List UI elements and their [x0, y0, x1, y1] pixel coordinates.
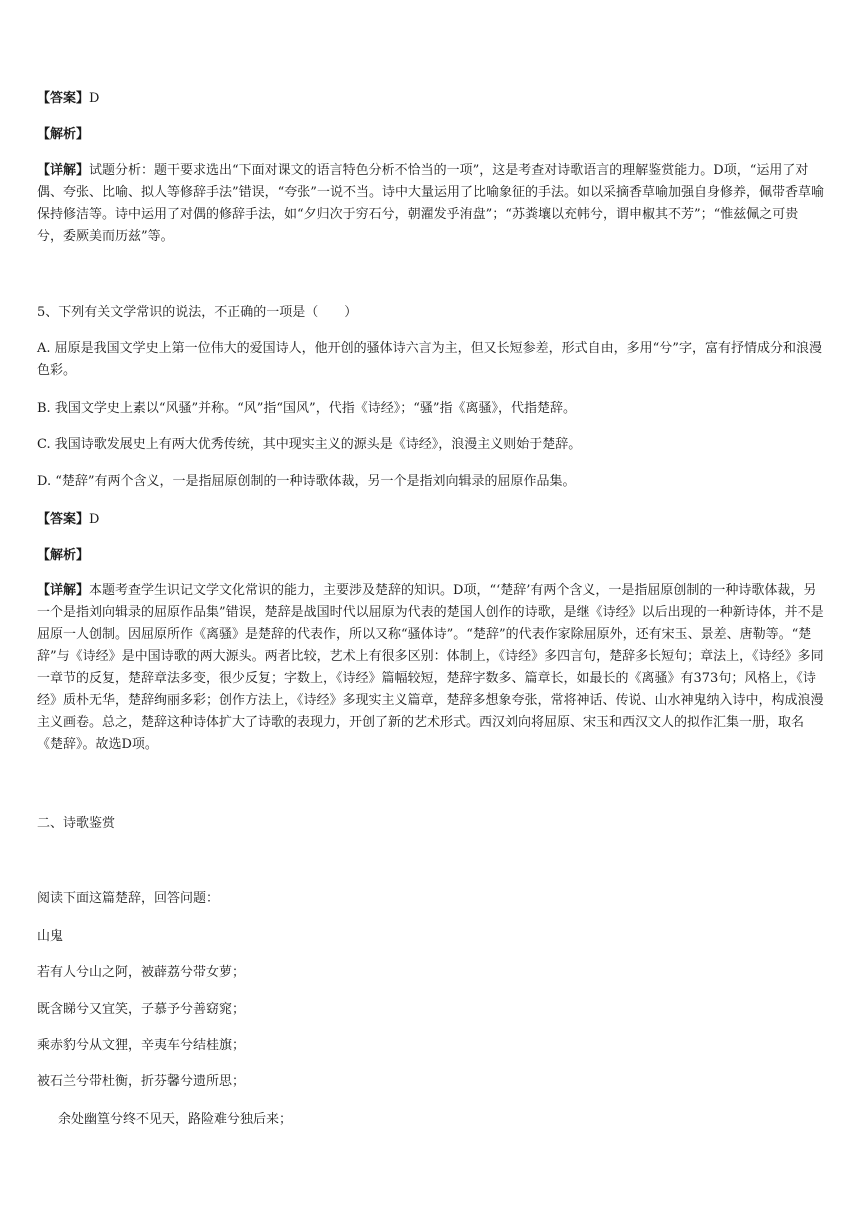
q5-option-b: B. 我国文学史上素以“风骚”并称。“风”指“国风”，代指《诗经》；“骚”指《离骚》，代指楚辞。 — [37, 401, 576, 416]
detail-tag: 【详解】 — [37, 583, 90, 598]
poem-title: 山鬼 — [37, 929, 64, 944]
poem-line: 若有人兮山之阿，被薜荔兮带女萝； — [37, 965, 246, 980]
answer-tag: 【答案】 — [37, 512, 90, 527]
reading-intro: 阅读下面这篇楚辞，回答问题： — [37, 891, 220, 906]
section-heading: 二、诗歌鉴赏 — [37, 816, 116, 831]
q4-answer — [37, 88, 824, 110]
answer-tag: 【答案】 — [37, 91, 90, 106]
q5-option-a: A. 屈原是我国文学史上第一位伟大的爱国诗人，他开创的骚体诗六言为主，但又长短参差，形式自由，多用“兮”字，富有抒情成分和浪漫色彩。 — [37, 341, 822, 378]
q5-stem: 5、下列有关文学常识的说法，不正确的一项是（ ） — [37, 305, 358, 320]
q4-detail — [37, 160, 824, 248]
detail-text: 本题考查学生识记文学文化常识的能力，主要涉及楚辞的知识。D项，“‘楚辞’有两个含义，一是指屈原创制的一种诗歌体裁，另一个是指刘向辑录的屈原作品集”错误，楚辞是战国时代以屈原为代表的楚国人创作的诗歌，是继《诗经》以后出现的一种新诗体，并不是屈原一人创制。因屈原所作《离骚》是楚辞的代表作，所以又称“骚体诗”。“楚辞”的代表作家除屈原外，还有宋玉、景差、唐勒等。“楚辞”与《诗经》是中国诗歌的两大源头。两者比较，艺术上有很多区别：体制上，《诗经》多四言句，楚辞多长短句；章法上，《诗经》多同一章节的反复，楚辞章法多变，很少反复；字数上，《诗经》篇幅较短，楚辞字数多、篇章长，如最长的《离骚》有373句；风格上，《诗经》质朴无华，楚辞绚丽多彩；创作方法上，《诗经》多现实主义篇章，楚辞多想象夸张，常将神话、传说、山水神鬼纳入诗中，构成浪漫主义画卷。总之，楚辞这种诗体扩大了诗歌的表现力，开创了新的艺术形式。西汉刘向将屈原、宋玉和西汉文人的拟作汇集一册，取名《楚辞》。故选D项。 — [37, 583, 824, 752]
answer-value: D — [89, 91, 100, 106]
detail-tag: 【详解】 — [37, 163, 90, 178]
q5-option-d: D. “楚辞”有两个含义，一是指屈原创制的一种诗歌体裁，另一个是指刘向辑录的屈原作品集。 — [37, 474, 576, 489]
answer-value: D — [89, 512, 100, 527]
poem-line: 被石兰兮带杜衡，折芬馨兮遗所思； — [37, 1074, 246, 1089]
detail-text: 试题分析：题干要求选出“下面对课文的语言特色分析不恰当的一项”，这是考查对诗歌语言的理解鉴赏能力。D项，“运用了对偶、夸张、比喻、拟人等修辞手法”错误，“夸张”一说不当。诗中大量运用了比喻象征的手法。如以采摘香草喻加强自身修养，佩带香草喻保持修洁等。诗中运用了对偶的修辞手法，如“夕归次于穷石兮，朝濯发乎洧盘”；“苏粪壤以充帏兮，谓申椒其不芳”；“惟兹佩之可贵兮，委厥美而历兹”等。 — [37, 163, 824, 244]
poem-line: 乘赤豹兮从文狸，辛夷车兮结桂旗； — [37, 1038, 246, 1053]
poem-line: 既含睇兮又宜笑，子慕予兮善窈窕； — [37, 1002, 246, 1017]
q5-analysis-label: 【解析】 — [37, 548, 90, 563]
q4-analysis-label: 【解析】 — [37, 127, 90, 142]
q5-detail — [37, 580, 824, 756]
q5-option-c: C. 我国诗歌发展史上有两大优秀传统，其中现实主义的源头是《诗经》，浪漫主义则始于楚辞。 — [37, 437, 582, 452]
poem-line: 余处幽篁兮终不见天，路险难兮独后来； — [58, 1112, 293, 1127]
q5-answer — [37, 509, 824, 531]
